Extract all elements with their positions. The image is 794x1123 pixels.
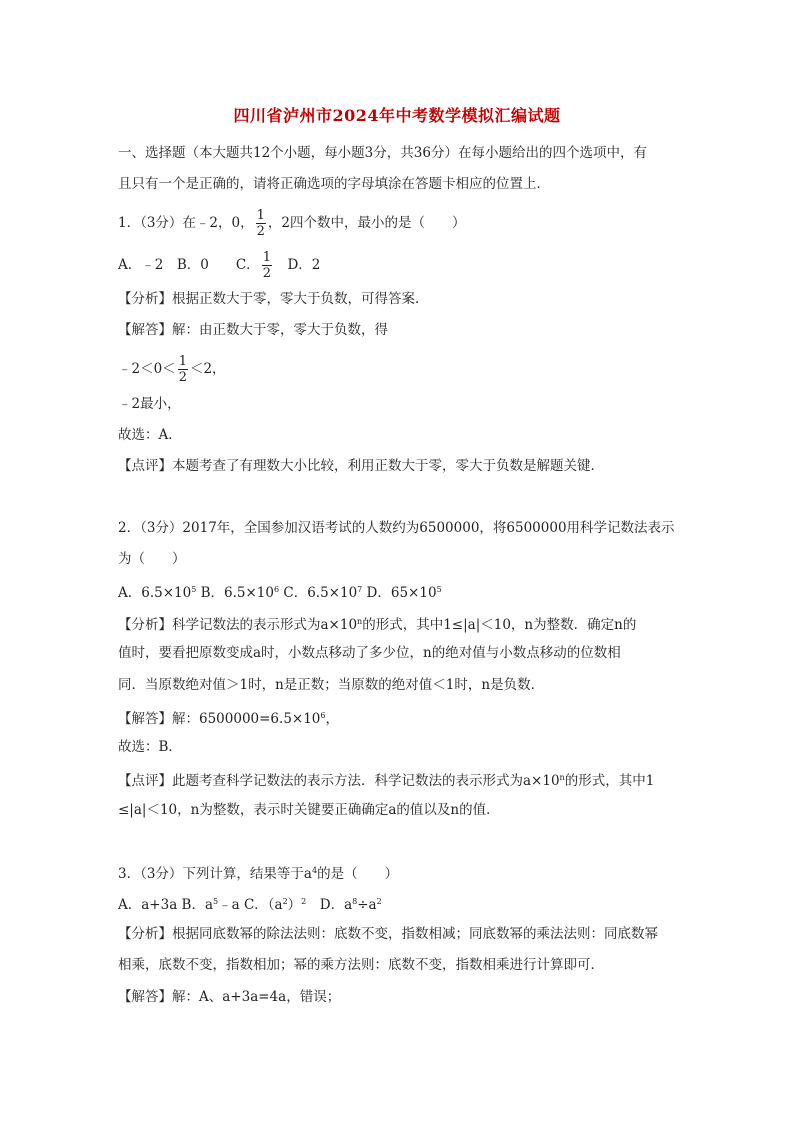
q3-stem-a: 3．（3分）下列计算，结果等于a [118,866,312,882]
q1-choice: 故选：A． [118,427,182,443]
q2-opt-d: D．65×10 [362,585,437,601]
q2-comment-line2: ≤|a|＜10，n为整数，表示时关键要正确确定a的值以及n的值． [118,802,500,818]
fraction-one-half [262,251,272,280]
q2-analysis1-a: 【分析】科学记数法的表示形式为a×10 [118,617,358,633]
q3-opt-a: A．a+3a B．a [118,897,214,913]
q1-analysis: 【分析】根据正数大于零，零大于负数，可得答案． [118,291,429,307]
q2-analysis1-b: 的形式，其中1≤|a|＜10，n为整数．确定n的 [362,617,637,633]
superscript: 2 [301,897,307,906]
q2-analysis-line2: 值时，要看把原数变成a时，小数点移动了多少位，n的绝对值与小数点移动的位数相 [118,645,621,661]
q1-stem [118,209,465,238]
superscript: 4 [311,866,318,875]
q3-opt-b: ﹣a C．（a [218,897,283,913]
superscript: 6 [273,585,280,594]
q1-options [118,251,320,280]
fraction-numerator: 1 [256,208,265,223]
q2-opt-a: A．6.5×10 [118,585,192,601]
superscript: 5 [191,585,197,594]
page-title: 四川省泸州市2024年中考数学模拟汇编试题 [233,106,561,125]
fraction-denominator: 2 [262,266,271,281]
fraction-numerator: 1 [178,354,187,369]
fraction-denominator: 2 [256,224,265,239]
q3-stem-b: 的是（ ） [317,866,399,882]
q3-opt-d: D．a [306,897,353,913]
fraction-numerator: 1 [262,250,271,265]
superscript: 5 [436,585,442,594]
superscript: 7 [357,585,363,594]
q2-comment-line1 [118,769,654,790]
superscript: 5 [213,897,219,906]
q1-stem-text-a: 1．（3分）在﹣2，0， [118,215,254,231]
q3-answer: 【解答】解：A、a+3a=4a，错误； [118,989,341,1005]
q3-opt-e: ÷a [357,897,377,913]
q1-min: ﹣2最小， [118,396,181,412]
q2-opt-c: C．6.5×10 [279,585,358,601]
q2-answer [118,707,339,728]
fraction-one-half [256,209,266,238]
q1-options-text-b: D．2 [273,257,321,273]
superscript: n [357,617,363,626]
q1-stem-text-b: ，2四个数中，最小的是（ ） [267,215,466,231]
q1-inequality [118,355,226,384]
q3-options [118,893,382,914]
q1-answer: 【解答】解：由正数大于零，零大于负数，得 [118,322,388,338]
q3-analysis-line2: 相乘，底数不变，指数相加；幂的乘方法则：底数不变，指数相乘进行计算即可． [118,957,604,973]
superscript: 2 [282,897,288,906]
superscript: 8 [352,897,358,906]
q1-inequality-text-b: ＜2， [189,361,226,377]
q2-opt-b: B．6.5×10 [196,585,274,601]
q2-choice: 故选：B． [118,739,182,755]
q2-comment1-a: 【点评】此题考查科学记数法的表示方法．科学记数法的表示形式为a×10 [118,773,560,789]
section-instructions-line2: 且只有一个是正确的，请将正确选项的字母填涂在答题卡相应的位置上． [118,176,550,192]
q2-answer-a: 【解答】解：6500000=6.5×10 [118,711,321,727]
q2-options [118,581,442,602]
q1-comment: 【点评】本题考查了有理数大小比较，利用正数大于零，零大于负数是解题关键． [118,458,604,474]
fraction-denominator: 2 [178,370,187,385]
q1-options-text-a: A．﹣2 B．0 C． [118,257,260,273]
q2-answer-b: ， [325,711,339,727]
q3-opt-c: ） [287,897,302,913]
fraction-one-half [178,355,188,384]
superscript: n [559,773,565,782]
q3-analysis-line1: 【分析】根据同底数幂的除法法则：底数不变，指数相减；同底数幂的乘法法则：同底数幂 [118,926,658,942]
q2-comment1-b: 的形式，其中1 [564,773,655,789]
q2-stem-line1: 2．（3分）2017年，全国参加汉语考试的人数约为6500000，将6500000用科学记数法表示 [118,520,675,536]
q3-stem [118,862,398,883]
section-instructions-line1: 一、选择题（本大题共12个小题，每小题3分，共36分）在每小题给出的四个选项中，有 [118,145,647,161]
q2-stem-line2: 为（ ） [118,551,186,567]
q1-inequality-text-a: ﹣2＜0＜ [118,361,176,377]
superscript: 2 [376,897,382,906]
superscript: 6 [320,711,326,720]
q2-analysis-line3: 同．当原数绝对值＞1时，n是正数；当原数的绝对值＜1时，n是负数． [118,677,545,693]
q2-analysis-line1 [118,613,636,634]
